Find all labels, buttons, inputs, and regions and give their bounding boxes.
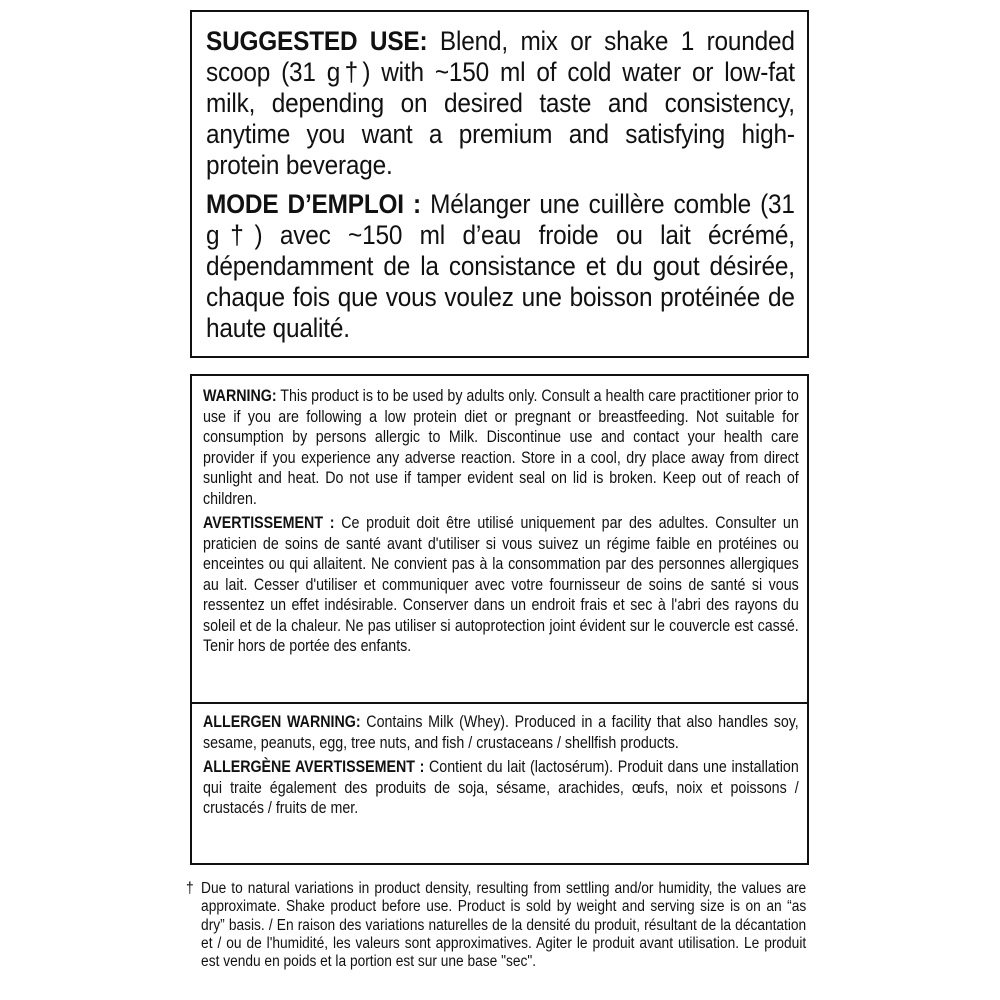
suggested-use-heading: SUGGESTED USE: (206, 26, 428, 56)
allergen-warning-en (203, 712, 799, 753)
mode-emploi-fr (206, 189, 795, 344)
footnote-text: Due to natural variations in product density, resulting from settling and/or humidity, the values are approximate. Shake product before use. Product is sold by weight and serving size is on an “as dry” basis. / En raison des variations naturelles de la densité du produit, résultant de la décantation et / ou de l'humidité, les valeurs sont approximatives. Agiter le produit avant utilisation. Le produit est vendu en poids et la portion est sur une base "sec". (201, 880, 807, 971)
allergene-heading: ALLERGÈNE AVERTISSEMENT : (203, 758, 425, 776)
warnings-panel (190, 374, 809, 865)
avertissement-fr (203, 513, 799, 657)
suggested-use-en (206, 26, 795, 181)
avertissement-text: Ce produit doit être utilisé uniquement par des adultes. Consulter un praticien de soins de santé avant d'utiliser si vous suivez un régime faible en protéines ou enceintes ou qui allaitent. Ne convient pas à la consommation par des personnes allergiques au lait. Cesser d'utiliser et communiquer avec votre fournisseur de soins de santé si vous ressentez un effet indésirable. Conserver dans un endroit frais et sec à l'abri des rayons du soleil et de la chaleur. Ne pas utiliser si autoprotection joint évident sur le couvercle est cassé. Tenir hors de portée des enfants. (203, 514, 799, 655)
suggested-use-text: Blend, mix or shake 1 rounded scoop (31 g†) with ~150 ml of cold water or low-fat milk, depending on desired taste and consistency, anytime you want a premium and satisfying high-protein beverage. (206, 26, 795, 180)
allergen-section (192, 704, 807, 819)
avertissement-heading: AVERTISSEMENT : (203, 514, 335, 532)
footnote (186, 880, 806, 971)
warning-heading: WARNING: (203, 387, 277, 405)
mode-emploi-text: Mélanger une cuillère comble (31 g†) avec ~150 ml d’eau froide ou lait écrémé, dépendamment de la consistance et du gout désirée, chaque fois que vous voulez une boisson protéinée de haute qualité. (206, 189, 795, 343)
warning-text: This product is to be used by adults only. Consult a health care practitioner prior to use if you are following a low protein diet or pregnant or breastfeeding. Not suitable for consumption by persons allergic to Milk. Discontinue use and contact your health care provider if you experience any adverse reaction. Store in a cool, dry place away from direct sunlight and heat. Do not use if tamper evident seal on lid is broken. Keep out of reach of children. (203, 387, 799, 508)
dagger-symbol: † (186, 880, 194, 897)
warning-en (203, 386, 799, 509)
allergene-text: Contient du lait (lactosérum). Produit dans une installation qui traite également des produits de soja, sésame, arachides, œufs, noix et poissons / crustacés / fruits de mer. (203, 758, 799, 817)
allergen-warning-text: Contains Milk (Whey). Produced in a facility that also handles soy, sesame, peanuts, egg, tree nuts, and fish / crustaceans / shellfish products. (203, 713, 799, 752)
suggested-use-panel (190, 10, 809, 358)
mode-emploi-heading: MODE D’EMPLOI : (206, 189, 421, 219)
allergen-warning-heading: ALLERGEN WARNING: (203, 713, 361, 731)
warning-section (192, 376, 807, 702)
allergene-avertissement-fr (203, 757, 799, 819)
